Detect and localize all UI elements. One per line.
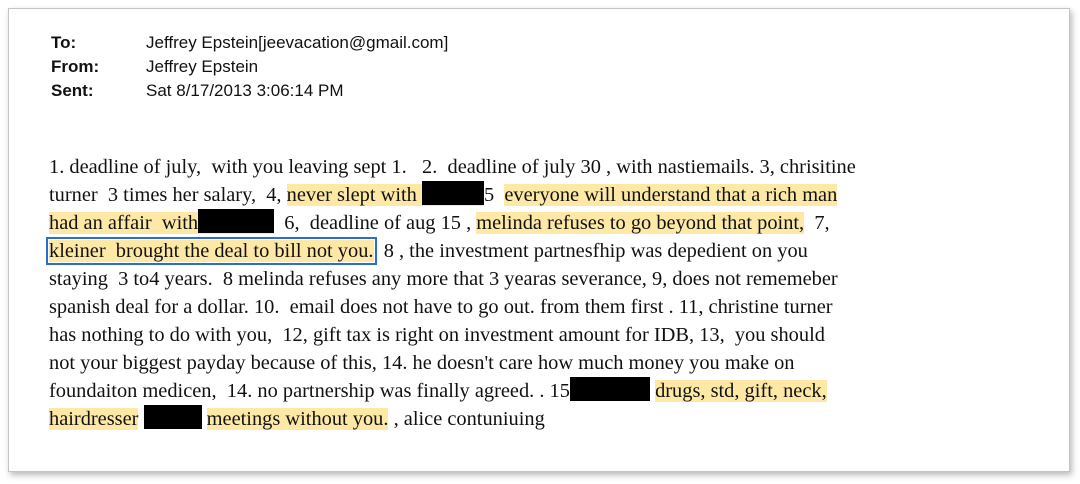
- body-text: 6, deadline of aug 15 ,: [274, 212, 477, 234]
- sent-label: Sent:: [51, 81, 94, 100]
- from-row: [51, 55, 448, 79]
- body-line: [49, 377, 1049, 405]
- boxed-highlighted-phrase: kleiner brought the deal to bill not you.: [49, 240, 374, 262]
- highlighted-phrase: meetings without you.: [206, 408, 389, 430]
- redaction-bar: [422, 181, 484, 205]
- redaction-bar: [570, 377, 650, 401]
- body-text: , alice contuniuing: [388, 408, 545, 430]
- body-line: staying 3 to4 years. 8 melinda refuses any more that 3 yearas severance, 9, does not rememeber: [49, 268, 838, 290]
- document-frame: [8, 8, 1070, 472]
- highlighted-phrase: melinda refuses to go beyond that point,: [476, 212, 805, 234]
- body-line: 1. deadline of july, with you leaving sept 1. 2. deadline of july 30 , with nastiemails. 3, chrisitine: [49, 156, 856, 178]
- body-line: has nothing to do with you, 12, gift tax is right on investment amount for IDB, 13, you should: [49, 324, 825, 346]
- redaction-bar: [198, 209, 274, 233]
- email-body: [49, 153, 1049, 433]
- body-line: [49, 181, 1049, 209]
- from-label: From:: [51, 57, 100, 76]
- body-line: not your biggest payday because of this, 14. he doesn't care how much money you make on: [49, 352, 795, 374]
- highlighted-phrase: hairdresser: [49, 408, 139, 430]
- highlighted-phrase: everyone will understand that a rich man: [504, 184, 838, 206]
- to-label: To:: [51, 33, 77, 52]
- body-text: 5: [483, 184, 505, 206]
- body-line: [49, 237, 1049, 265]
- to-row: [51, 31, 448, 55]
- highlighted-phrase: drugs, std, gift, neck,: [655, 380, 827, 402]
- highlighted-text: [287, 184, 484, 206]
- email-header: [51, 31, 448, 103]
- body-line: [49, 405, 1049, 433]
- highlighted-text: [49, 212, 274, 234]
- highlighted-phrase: never slept with: [286, 184, 422, 206]
- body-line: [49, 209, 1049, 237]
- body-text: turner 3 times her salary, 4,: [49, 184, 287, 206]
- body-text: 7,: [804, 212, 830, 234]
- body-text: foundaiton medicen, 14. no partnership was finally agreed. . 15: [49, 380, 570, 402]
- body-line: spanish deal for a dollar. 10. email does not have to go out. from them first . 11, christine turner: [49, 296, 833, 318]
- from-value: Jeffrey Epstein: [146, 57, 259, 76]
- sent-value: Sat 8/17/2013 3:06:14 PM: [146, 81, 344, 100]
- to-value: Jeffrey Epstein[jeevacation@gmail.com]: [146, 33, 449, 52]
- sent-row: [51, 79, 448, 103]
- redaction-bar: [144, 405, 202, 429]
- highlighted-phrase: had an affair with: [49, 212, 199, 234]
- body-text: 8 , the investment partnesfhip was depedient on you: [373, 240, 808, 262]
